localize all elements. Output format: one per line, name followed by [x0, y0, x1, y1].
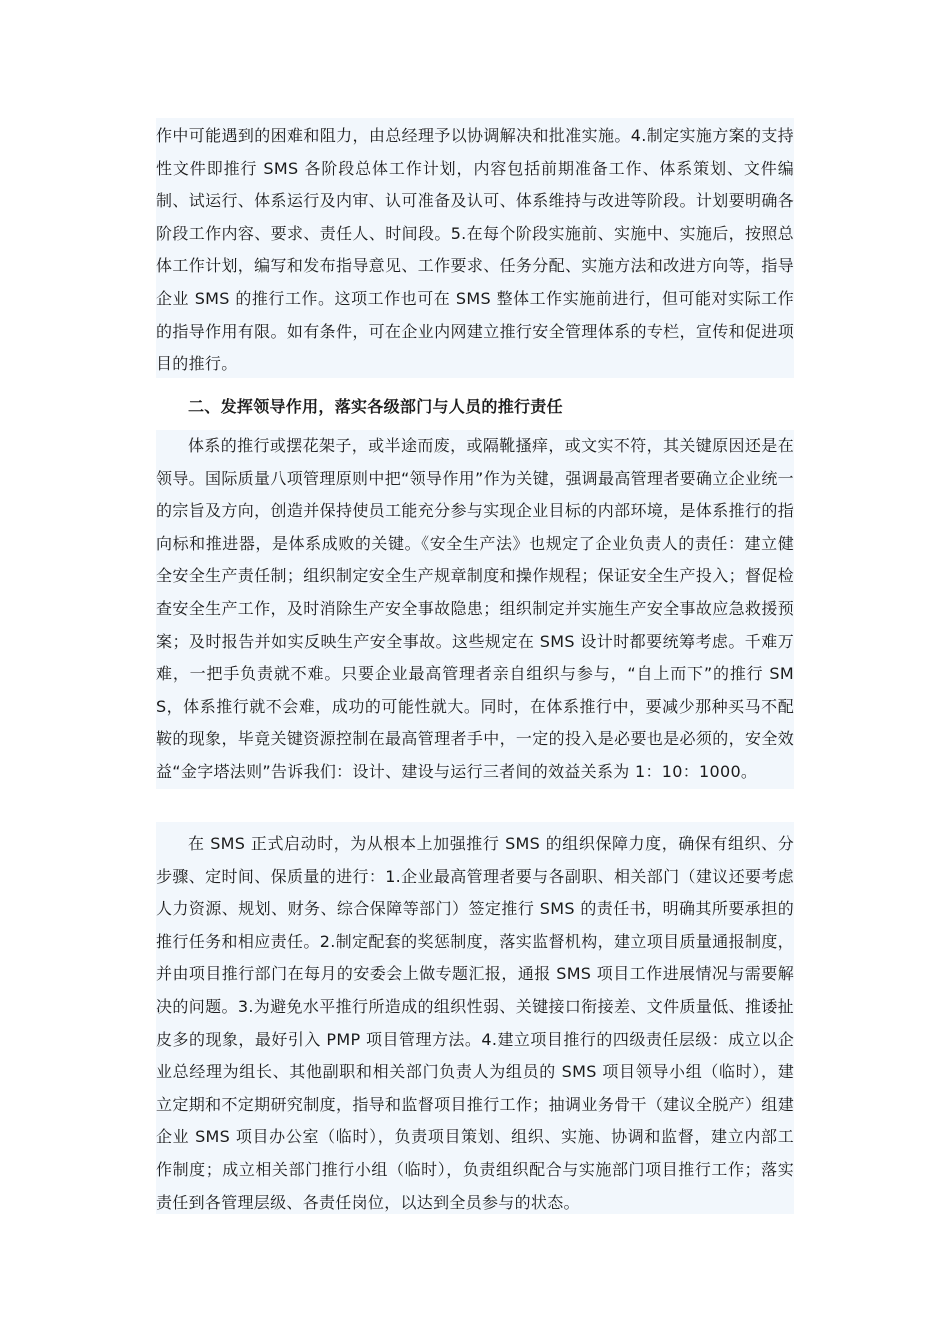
paragraph-organizational-guarantee: 在 SMS 正式启动时，为从根本上加强推行 SMS 的组织保障力度，确保有组织、分步骤、定时间、保质量的进行：1.企业最高管理者要与各副职、相关部门（建议还要考虑人力资源、规划、财务、综合保障等部门）签定推行 SMS 的责任书，明确其所要承担的推行任务和相应责任。2.制定配套的奖惩制度，落实监督机构，建立项目质量通报制度，并由项目推行部门在每月的安委会上做专题汇报，通报 SMS 项目工作进展情况与需要解决的问题。3.为避免水平推行所造成的组织性弱、关键接口衔接差、文件质量低、推诿扯皮多的现象，最好引入 PMP 项目管理方法。4.建立项目推行的四级责任层级：成立以企业总经理为组长、其他副职和相关部门负责人为组员的 SMS 项目领导小组（临时），建立定期和不定期研究制度，指导和监督项目推行工作；抽调业务骨干（建议全脱产）组建企业 SMS 项目办公室（临时），负责项目策划、组织、实施、协调和监督，建立内部工作制度；成立相关部门推行小组（临时），负责组织配合与实施部门项目推行工作；落实责任到各管理层级、各责任岗位，以达到全员参与的状态。: [156, 834, 794, 1212]
paragraph-leadership-role: 体系的推行或摆花架子，或半途而废，或隔靴搔痒，或文实不符，其关键原因还是在领导。国际质量八项管理原则中把“领导作用”作为关键，强调最高管理者要确立企业统一的宗旨及方向，创造并保持使员工能充分参与实现企业目标的内部环境，是体系推行的指向标和推进器，是体系成败的关键。《安全生产法》也规定了企业负责人的责任：建立健全安全生产责任制；组织制定安全生产规章制度和操作规程；保证安全生产投入；督促检查安全生产工作，及时消除生产安全事故隐患；组织制定并实施生产安全事故应急救援预案；及时报告并如实反映生产安全事故。这些规定在 SMS 设计时都要统筹考虑。千难万难，一把手负责就不难。只要企业最高管理者亲自组织与参与，“自上而下”的推行 SMS，体系推行就不会难，成功的可能性就大。同时，在体系推行中，要减少那种买马不配鞍的现象，毕竟关键资源控制在最高管理者手中，一定的投入是必要也是必须的，安全效益“金字塔法则”告诉我们：设计、建设与运行三者间的效益关系为 1：10：1000。: [156, 430, 794, 789]
section-heading-leadership: 二、发挥领导作用，落实各级部门与人员的推行责任: [188, 397, 563, 416]
paragraph-implementation-plan: 作中可能遇到的困难和阻力，由总经理予以协调解决和批准实施。4.制定实施方案的支持性文件即推行 SMS 各阶段总体工作计划，内容包括前期准备工作、体系策划、文件编制、试运行、体系运行及内审、认可准备及认可、体系维持与改进等阶段。计划要明确各阶段工作内容、要求、责任人、时间段。5.在每个阶段实施前、实施中、实施后，按照总体工作计划，编写和发布指导意见、工作要求、任务分配、实施方法和改进方向等，指导企业 SMS 的推行工作。这项工作也可在 SMS 整体工作实施前进行，但可能对实际工作的指导作用有限。如有条件，可在企业内网建立推行安全管理体系的专栏，宣传和促进项目的推行。: [156, 126, 794, 374]
